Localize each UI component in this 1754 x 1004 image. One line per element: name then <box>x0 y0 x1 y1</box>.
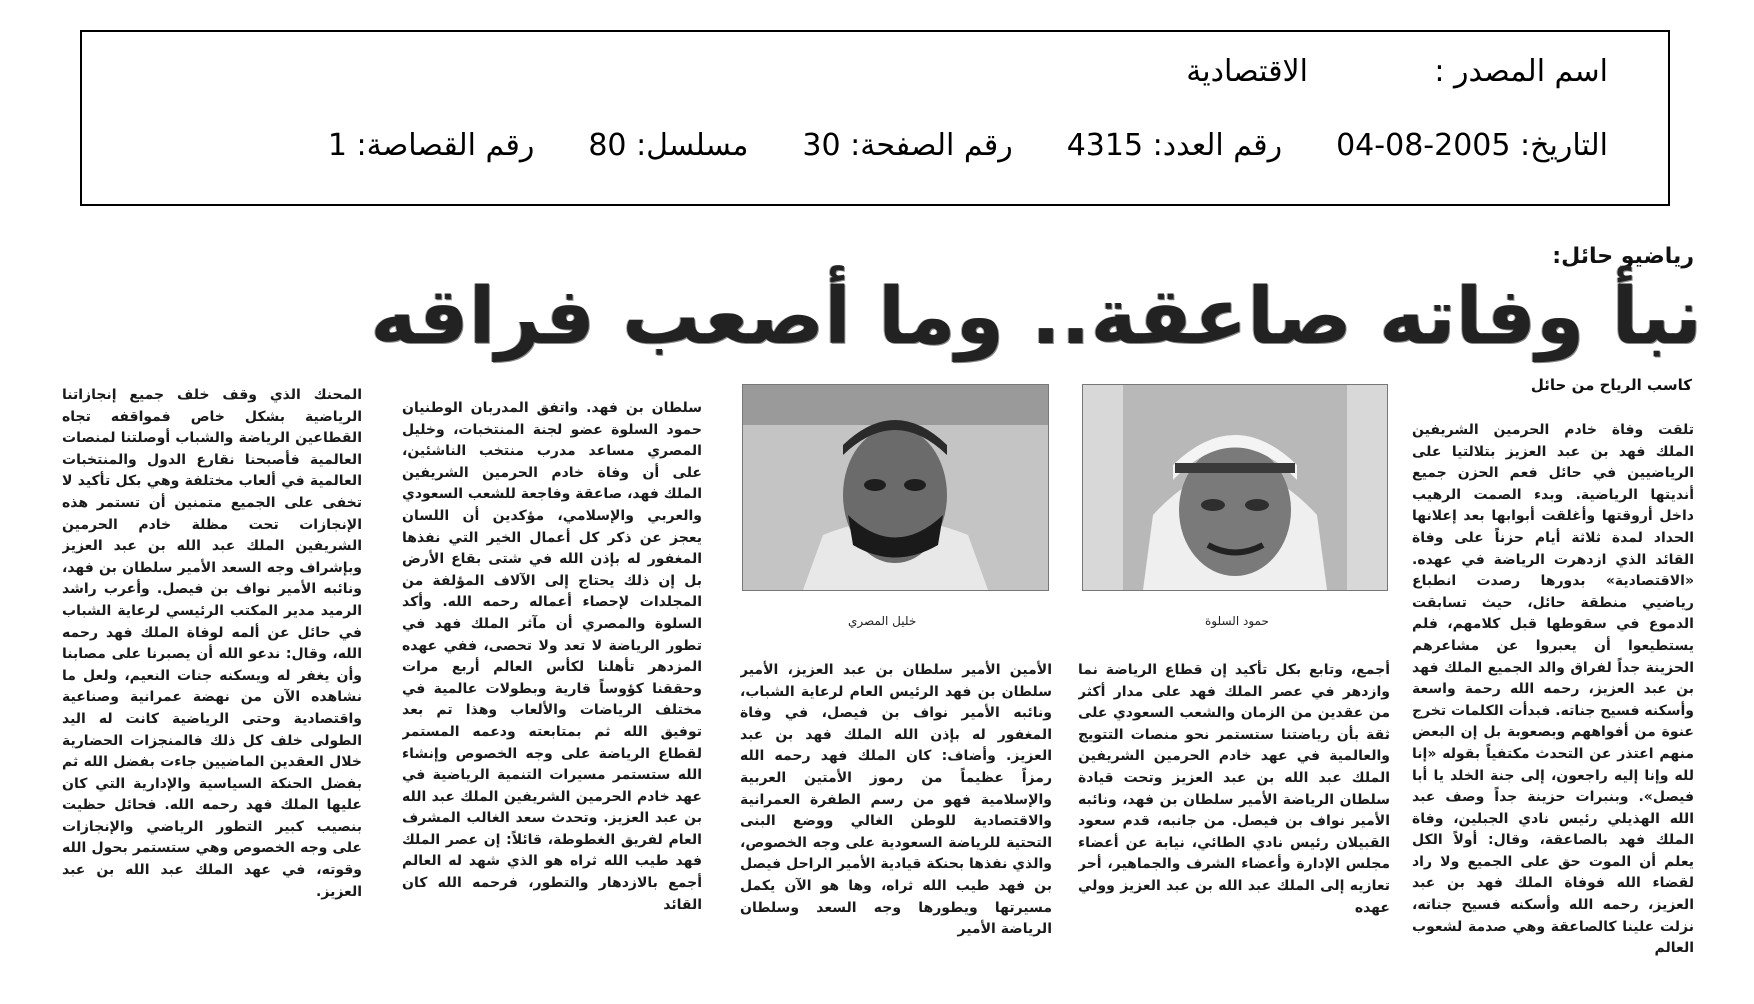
clip-label: رقم القصاصة: 1 <box>327 128 535 163</box>
article-column-3 <box>740 660 1052 970</box>
source-label: اسم المصدر : <box>1434 54 1608 89</box>
issue-label: رقم العدد: 4315 <box>1066 128 1283 163</box>
metadata-row <box>328 128 1608 163</box>
article-kicker: رياضيو حائل: <box>1552 244 1694 269</box>
article-column-1 <box>1412 420 1694 970</box>
article-column-2 <box>1078 660 1390 970</box>
photo-hamoud-alsalwa <box>1082 384 1388 591</box>
source-info-box <box>80 30 1670 206</box>
portrait-headdress-icon <box>1083 385 1387 590</box>
photo-caption-khalil-almasri: خليل المصري <box>848 614 917 628</box>
source-value: الاقتصادية <box>1186 54 1308 89</box>
article-paragraph: تلقت وفاة خادم الحرمين الشريفين الملك فهد بن عبد العزيز بتلالتيا على الرياضيين في حائل فعم الحزن جميع أنديتها الرياضية. وبدء الصمت الرهيب داخل أروقتها وأغلقت أبوابها بعد إعلانها الحداد لمدة ثلاثة أيام حزناً على وفاة القائد الذي ازدهرت الرياضة في عهده. «الاقتصادية» بدورها رصدت انطباع رياضيي منطقة حائل، حيث تسابقت الدموع في سقوطها قبل كلامهم، فلم يستطيعوا أن يعبروا عن مشاعرهم الحزينة جداً لفراق والد الجميع الملك فهد بن عبد العزيز، رحمه الله رحمة واسعة وأسكنه فسيح جناته. فبدأت الكلمات تخرج عنوة من أفواههم وبصعوبة بل إن البعض منهم اعتذر عن التحدث مكتفياً بقوله «إنا لله وإنا إليه راجعون، إلى جنة الخلد يا أبا فيصل». وبنبرات حزينة جداً وصف عبد الله الهذيلي رئيس نادي الجبلين، وفاة الملك فهد بالصاعقة، وقال: أولاً الكل يعلم أن الموت حق على الجميع ولا راد لقضاء الله فوفاة الملك فهد بن عبد العزيز، رحمه الله وأسكنه فسيح جناته، نزلت علينا كالصاعقة وهي صدمة لشعوب العالم <box>1412 422 1694 957</box>
portrait-icon <box>743 385 1048 590</box>
article-headline: نبأ وفاته صاعقة.. وما أصعب فراقه <box>370 272 1702 362</box>
article-paragraph: أجمع، وتابع بكل تأكيد إن قطاع الرياضة نما وازدهر في عصر الملك فهد على مدار أكثر من عقدين من الزمان والشعب السعودي على ثقة بأن رياضتنا ستستمر نحو منصات التتويج والعالمية في عهد خادم الحرمين الشريفين الملك عبد الله بن عبد العزيز وتحت قيادة سلطان الرياضة الأمير سلطان بن فهد، ونائبه الأمير نواف بن فيصل. من جانبه، قدم سعود القبيلان رئيس نادي الطائي، نيابة عن أعضاء مجلس الإدارة وأعضاء الشرف والجماهير، أحر تعازيه إلى الملك عبد الله بن عبد العزيز وولي عهده <box>1078 662 1390 916</box>
article-paragraph: المحنك الذي وقف خلف جميع إنجازاتنا الرياضية بشكل خاص فمواقفه تجاه القطاعين الرياضة والشباب أوصلتنا لمنصات العالمية فأصبحنا نقارع الدول والمنتخبات العالمية في ألعاب مختلفة وهي بكل تأكيد لا تخفى على الجميع متمنين أن تستمر هذه الإنجازات تحت مظلة خادم الحرمين الشريفين الملك عبد الله بن عبد العزيز وبإشراف وجه السعد الأمير سلطان بن فهد، ونائبه الأمير نواف بن فيصل. وأعرب راشد الرميد مدير المكتب الرئيسي لرعاية الشباب في حائل عن ألمه لوفاة الملك فهد رحمه الله، وقال: ندعو الله أن يصبرنا على مصابنا وأن يغفر له ويسكنه جنات النعيم، ولعل ما نشاهده الآن من نهضة عمرانية وصناعية واقتصادية وحتى الرياضية كانت له اليد الطولى خلف كل ذلك فالمنجزات الحضارية خلال العقدين الماضيين جاءت بفضل الله ثم بفضل الحنكة السياسية والإدارية التي كان عليها الملك فهد رحمه الله. فحائل حظيت بنصيب كبير التطور الرياضي والإنجازات على وجه الخصوص وهي ستستمر بحول الله وقوته، في عهد الملك عبد الله بن عبد العزيز. <box>62 387 362 900</box>
article-byline: كاسب الرياح من حائل <box>1530 376 1692 394</box>
article-column-5 <box>62 385 362 970</box>
date-label: التاريخ: 2005-08-04 <box>1336 128 1608 163</box>
article-paragraph: الأمين الأمير سلطان بن عبد العزيز، الأمير سلطان بن فهد الرئيس العام لرعاية الشباب، ونائبه الأمير نواف بن فيصل، في وفاة المغفور له بإذن الله الملك فهد بن عبد العزيز. وأضاف: كان الملك فهد رحمه الله رمزاً عظيماً من رموز الأمتين العربية والإسلامية فهو من رسم الطفرة العمرانية والاقتصادية للوطن الغالي ووضع البنى التحتية للرياضة السعودية على وجه الخصوص، والذي نفذها بحنكة قيادية الأمير الراحل فيصل بن فهد طيب الله ثراه، وها هو الآن يكمل مسيرتها ويطورها وجه السعد وسلطان الرياضة الأمير <box>740 662 1052 938</box>
source-row <box>1186 54 1608 89</box>
article-paragraph: سلطان بن فهد. واتفق المدربان الوطنيان حمود السلوة عضو لجنة المنتخبات، وخليل المصري مساعد مدرب منتخب الناشئين، على أن وفاة خادم الحرمين الشريفين الملك فهد، صاعقة وفاجعة للشعب السعودي والعربي والإسلامي، مؤكدين أن اللسان يعجز عن ذكر كل أعمال الخير التي نفذها المغفور له بإذن الله في شتى بقاع الأرض بل إن ذلك يحتاج إلى الآلاف المؤلفة من المجلدات لإحصاء أعماله رحمه الله. وأكد السلوة والمصري أن مآثر الملك فهد في تطور الرياضة لا تعد ولا تحصى، ففي عهده المزدهر تأهلنا لكأس العالم أربع مرات وحققنا كؤوساً قارية وبطولات عالمية في مختلف الرياضات والألعاب وهذا تم بعد توفيق الله ثم بمتابعته ودعمه المستمر لقطاع الرياضة على وجه الخصوص وإنشاء الله ستستمر مسيرات التنمية الرياضية في عهد خادم الحرمين الشريفين الملك عبد الله بن عبد العزيز. وتحدث سعد الغالب المشرف العام لفريق الغطوطة، قائلاً: إن عصر الملك فهد طيب الله ثراه هو الذي شهد له العالم أجمع بالازدهار والتطور، فرحمه الله كان القائد <box>402 400 702 913</box>
photo-caption-hamoud-alsalwa: حمود السلوة <box>1205 614 1269 628</box>
article-column-4 <box>402 398 702 970</box>
page-label: رقم الصفحة: 30 <box>802 128 1013 163</box>
photo-khalil-almasri <box>742 384 1049 591</box>
serial-label: مسلسل: 80 <box>588 128 749 163</box>
